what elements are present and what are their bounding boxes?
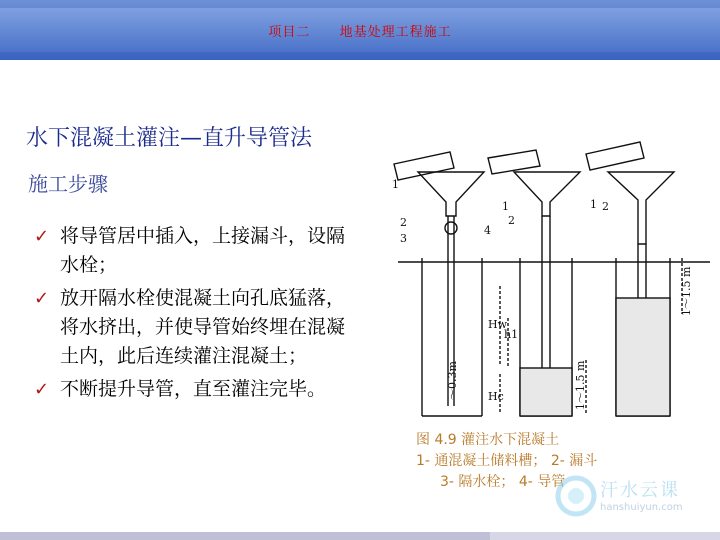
concrete-2: [520, 368, 572, 416]
fig-label-2: 2: [400, 216, 407, 229]
fig-label-hc: Hc: [488, 390, 504, 403]
fig-label-115m-b: 1～1.5 m: [680, 266, 693, 316]
bottom-bar-accent: [0, 532, 490, 540]
header-topic: 地基处理工程施工: [339, 24, 452, 40]
bullet-text: 不断提升导管，直至灌注完毕。: [60, 378, 327, 400]
header-title: [256, 21, 463, 40]
caption-line-2: 1- 通混凝土储料槽； 2- 漏斗: [416, 453, 598, 469]
hopper-2: [514, 172, 580, 216]
slide-subtitle: 施工步骤: [28, 172, 108, 196]
fig-label-1b: 1: [502, 200, 509, 213]
fig-label-4: 4: [484, 224, 491, 237]
checkmark-icon: ✓: [34, 226, 50, 247]
chute-3: [586, 142, 644, 170]
header-inner: [0, 8, 720, 52]
slide-title: 水下混凝土灌注—直升导管法: [26, 126, 313, 151]
bullet-text: 将导管居中插入，上接漏斗，设隔水栓；: [60, 225, 346, 276]
concrete-3: [616, 298, 670, 416]
caption-line-1: 图 4.9 灌注水下混凝土: [416, 432, 560, 448]
chute-2: [488, 150, 540, 174]
chute-1: [394, 152, 454, 180]
fig-label-1: 1: [392, 178, 399, 191]
fig-label-2b: 2: [508, 214, 515, 227]
checkmark-icon: ✓: [34, 288, 50, 309]
watermark-text: 汗水云课: [600, 480, 680, 501]
plug-circle: [445, 222, 457, 234]
fig-label-115m: 1～1.5 m: [574, 360, 587, 410]
watermark-logo-icon: [554, 474, 598, 518]
checkmark-icon: ✓: [34, 379, 50, 400]
bullet-item: [34, 222, 354, 280]
bullet-item: [34, 284, 354, 371]
watermark: [552, 470, 702, 530]
fig-label-03m: ～0.3m: [446, 361, 459, 400]
fig-label-hw: Hw: [488, 318, 508, 331]
fig-label-1c: 1: [590, 198, 597, 211]
header-project: 项目二: [268, 24, 311, 40]
hopper-3: [608, 172, 674, 244]
bullet-list: [34, 222, 354, 408]
fig-label-3: 3: [400, 232, 407, 245]
header-bar: [0, 0, 720, 60]
fig-label-2c: 2: [602, 200, 609, 213]
watermark-url: hanshuiyun.com: [600, 502, 683, 513]
bullet-text: 放开隔水栓使混凝土向孔底猛落，将水挤出，并使导管始终埋在混凝土内，此后连续灌注混凝土；: [60, 287, 346, 367]
fig-label-h1: h1: [504, 328, 519, 341]
pipe-diagram-figure: [390, 138, 712, 430]
bullet-item: [34, 375, 354, 404]
caption-line-3: 3- 隔水栓； 4- 导管: [440, 474, 566, 490]
hopper-1: [418, 172, 484, 216]
